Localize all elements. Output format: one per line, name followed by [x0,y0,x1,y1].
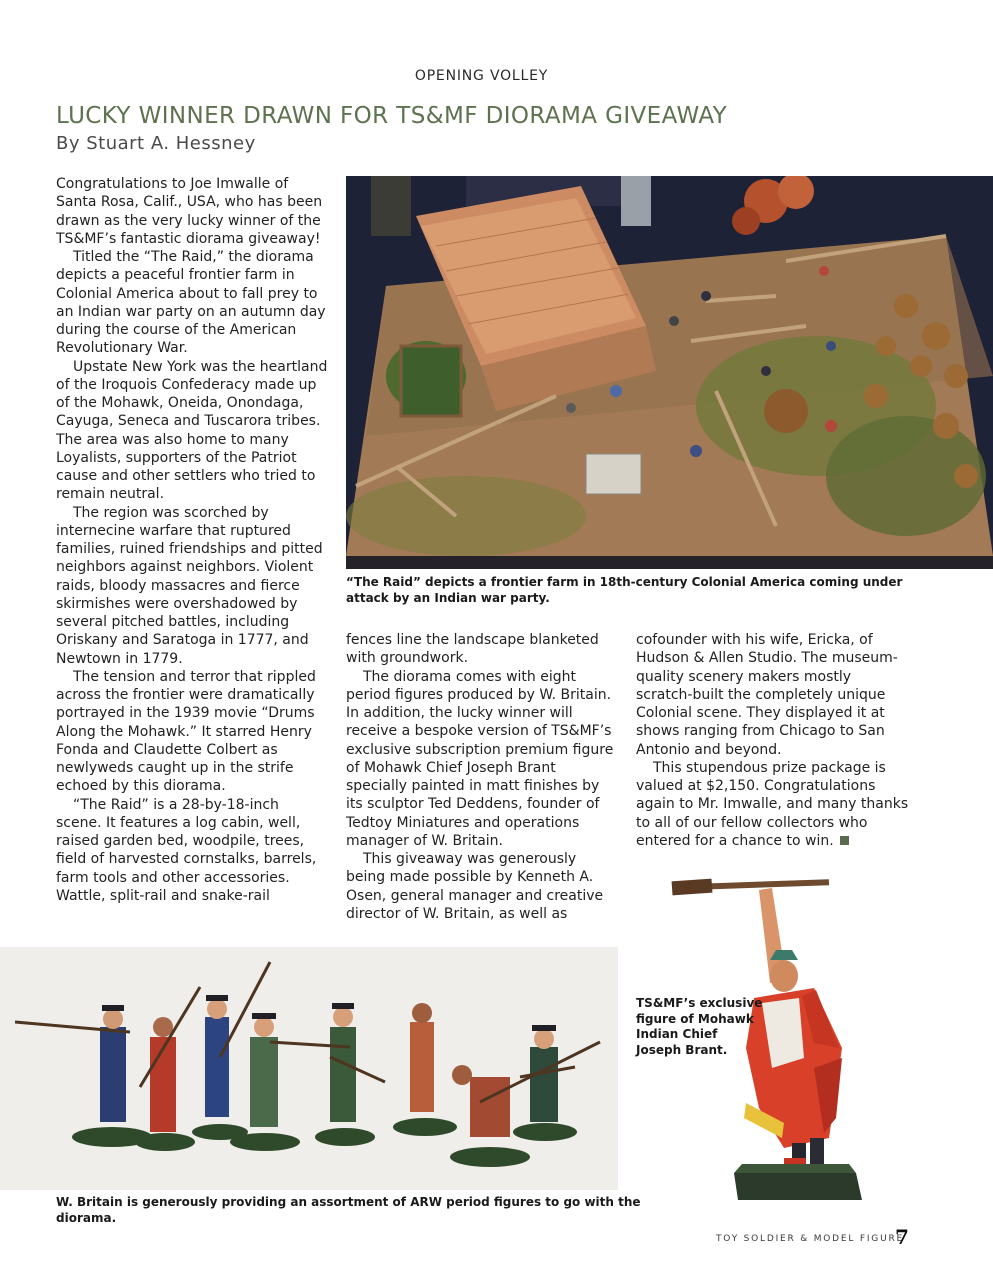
paragraph: Congratulations to Joe Imwalle of Santa Rosa, Calif., USA, who has been drawn as the very lucky winner of the TS&MF’s fantastic diorama giveaway! [56,176,323,247]
figures-photo [0,947,618,1190]
paragraph: The diorama comes with eight period figures produced by W. Britain. In addition, the lucky winner will receive a bespoke version of TS&MF’s exclusive subscription premium figure of Mohawk Chief Joseph Brant specially painted in matt finishes by its sculptor Ted Deddens, founder of Tedtoy Miniatures and operations manager of W. Britain. [346,668,614,849]
paragraph: The region was scorched by internecine warfare that ruptured families, ruined friendships and pitted neighbors against neighbors. Violent raids, bloody massacres and fierce skirmishes were overshadowed by several pitched battles, including Oriskany and Saratoga in 1777, and Newtown in 1779. [56,504,323,667]
article-column-2 [346,631,618,923]
paragraph: Upstate New York was the heartland of the Iroquois Confederacy made up of the Mohawk, Oneida, Onondaga, Cayuga, Seneca and Tuscarora tribes. The area was also home to many Loyalists, supporters of the Patriot cause and other settlers who tried to remain neutral. [56,358,328,503]
paragraph: This giveaway was generously being made possible by Kenneth A. Osen, general manager and creative director of W. Britain, as well as [346,851,604,922]
paragraph: fences line the landscape blanketed with groundwork. [346,632,599,667]
magazine-name: TOY SOLDIER & MODEL FIGURE [716,1234,904,1244]
chief-caption: TS&MF’s exclusive figure of Mohawk Indian Chief Joseph Brant. [636,996,763,1057]
figures-caption: W. Britain is generously providing an assortment of ARW period figures to go with the diorama. [56,1195,641,1225]
paragraph: “The Raid” is a 28-by-18-inch scene. It features a log cabin, well, raised garden bed, woodpile, trees, field of harvested cornstalks, barrels, farm tools and other accessories. Wattle, split-rail and snake-rail [56,796,317,904]
paragraph: cofounder with his wife, Ericka, of Hudson & Allen Studio. The museum-quality scenery makers mostly scratch-built the completely unique Colonial scene. They displayed it at shows ranging from Chicago to San Antonio and beyond. [636,632,898,758]
paragraph [636,759,910,850]
end-mark-icon [840,836,849,845]
diorama-photo [346,176,993,569]
diorama-caption: “The Raid” depicts a frontier farm in 18th-century Colonial America coming under attack by an Indian war party. [346,575,903,605]
article-column-3 [636,631,910,850]
paragraph: Titled the “The Raid,” the diorama depicts a peaceful frontier farm in Colonial America about to fall prey to an Indian war party on an autumn day during the course of the American Revolutionary War. [56,249,326,357]
page-number: 7 [895,1225,909,1249]
article-column-1 [56,175,328,905]
paragraph-text: This stupendous prize package is valued at $2,150. Congratulations again to Mr. Imwalle, and many thanks to all of our fellow collectors who entered for a chance to win. [636,759,909,849]
paragraph: The tension and terror that rippled across the frontier were dramatically portrayed in the 1939 movie “Drums Along the Mohawk.” It starred Henry Fonda and Claudette Colbert as newlyweds caught up in the strife echoed by this diorama. [56,668,316,795]
page-title: LUCKY WINNER DRAWN FOR TS&MF DIORAMA GIVEAWAY [56,103,728,129]
section-label: OPENING VOLLEY [414,68,549,84]
byline: By Stuart A. Hessney [56,133,256,154]
